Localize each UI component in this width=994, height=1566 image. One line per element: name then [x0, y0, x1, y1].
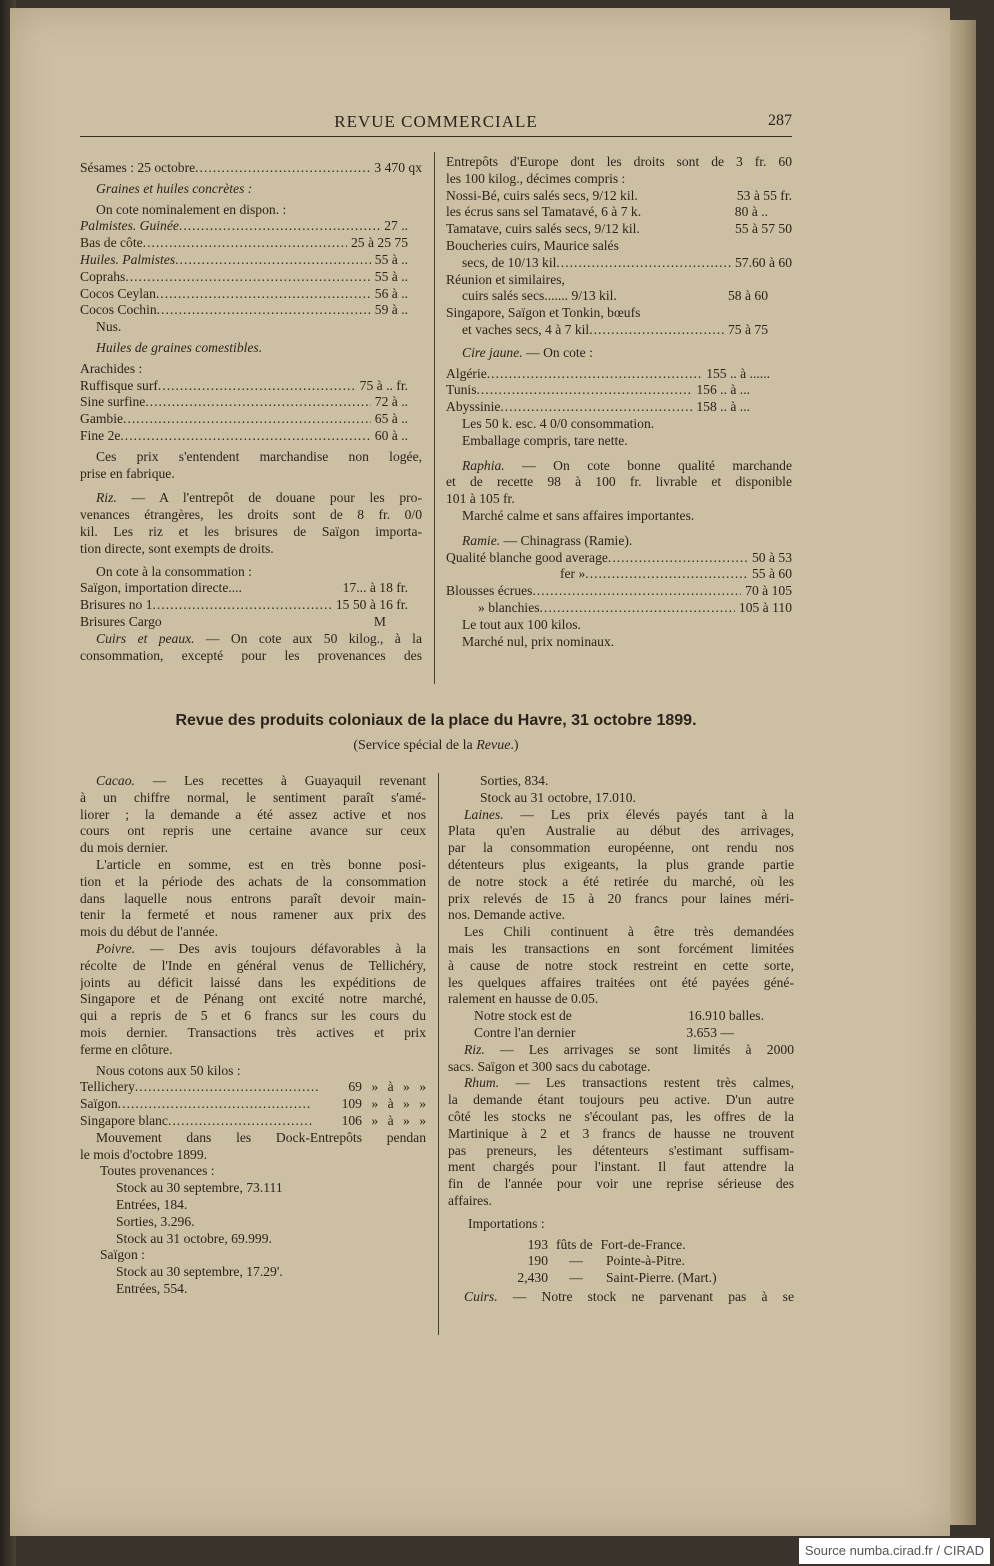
text-line: Importations :: [468, 1215, 545, 1231]
text-line: Ces prix s'entendent marchandise non logée,: [96, 448, 422, 464]
ramie-table: [446, 550, 792, 617]
on-cote-label: On cote à la consommation :: [96, 563, 252, 579]
graines-title: Graines et huiles concrètes :: [96, 180, 253, 196]
text-line: L'article en somme, est en très bonne posi-: [96, 856, 426, 872]
section-subtitle: (Service spécial de la Revue.): [353, 738, 519, 753]
text-line: Réunion et similaires,: [446, 271, 565, 287]
text-line: Entrepôts d'Europe dont les droits sont de 3 fr. 60: [446, 154, 792, 169]
text-line: Saïgon :: [100, 1247, 145, 1263]
graines-table: [80, 218, 422, 319]
table-row: 190 — Pointe-à-Pitre.: [527, 1253, 685, 1269]
table-row: Tellichery ..... 69 » à » »: [80, 1079, 426, 1096]
text-line: prix relevés de 15 à 20 francs pour laines méri-: [448, 890, 794, 906]
text-line: tenir la fermeté et nous ramener aux prix des: [80, 907, 426, 923]
table-row: Palmistes. Guinée ..... 27 ..: [80, 218, 408, 235]
table-row: Qualité blanche good average ..... 50 à 53: [446, 550, 792, 567]
laines-paragraph: Laines. — Les prix élevés payés tant à la: [464, 806, 794, 822]
text-line: mais les transactions en sont forcément limitées: [448, 940, 794, 956]
text-line: 101 à 105 fr.: [446, 491, 515, 507]
table-row: Tamatave, cuirs salés secs, 9/12 kil. 55 à 57 50: [446, 221, 792, 237]
section-title: Revue des produits coloniaux de la place du Havre, 31 octobre 1899.: [175, 712, 697, 729]
text-line: le mois d'octobre 1899.: [80, 1146, 208, 1162]
text-line: sacs. Saïgon et 300 sacs du cabotage.: [448, 1058, 651, 1074]
text-line: et de recette 98 à 100 fr. livrable et disponible: [446, 474, 792, 490]
riz-paragraph: Riz. — A l'entrepôt de douane pour les pro-: [96, 490, 422, 506]
column-divider-top: [434, 152, 435, 684]
text-line: par la consommation européenne, ont rendu nos: [448, 840, 794, 856]
table-row: Cocos Cochin ..... 59 à ..: [80, 302, 408, 319]
column-2: [446, 154, 792, 650]
imports-table: [448, 1237, 794, 1287]
text-line: tion directe, sont exempts de droits.: [80, 540, 274, 556]
table-row: Fine 2e ..... 60 à ..: [80, 428, 408, 445]
poivre-paragraph: Poivre. — Des avis toujours défavorables à la: [96, 940, 426, 956]
table-row: Sine surfine ..... 72 à ..: [80, 394, 408, 411]
text-line: Entrées, 554.: [116, 1280, 188, 1296]
text-line: Marché calme et sans affaires importantes.: [462, 507, 695, 523]
text-line: joints au déficit laissé dans les expéditions de: [80, 974, 426, 990]
table-row: Tunis ..... 156 .. à ...: [446, 382, 770, 399]
text-line: tion et la période des achats de la consommation: [80, 873, 426, 889]
arachides-label: Arachides :: [80, 360, 143, 376]
text-line: récolte de l'Inde en général venus de Tellichéry,: [80, 957, 426, 973]
text-line: ment chargés pour l'instant. Il faut attendre la: [448, 1159, 794, 1175]
table-row: cuirs salés secs....... 9/13 kil. 58 à 60: [462, 288, 768, 304]
cuirs-paragraph: Cuirs. — Notre stock ne parvenant pas à se: [464, 1288, 794, 1304]
text-line: prise en fabrique.: [80, 465, 175, 481]
table-row: Cocos Ceylan ..... 56 à ..: [80, 286, 408, 303]
table-row: » blanchies ..... 105 à 110: [446, 600, 792, 617]
cote-nominal: On cote nominalement en dispon. :: [96, 201, 287, 217]
source-credit: Source numba.cirad.fr / CIRAD: [799, 1538, 990, 1564]
cacao-paragraph: Cacao. — Les recettes à Guayaquil revenant: [96, 773, 426, 788]
column-3: [80, 773, 426, 1298]
text-line: détenteurs plus exigeants, la plus grande partie: [448, 856, 794, 872]
poivre-table: [80, 1079, 426, 1129]
table-row: Bas de côte ..... 25 à 25 75: [80, 235, 408, 252]
text-line: ralement en hausse de 0.05.: [448, 991, 599, 1007]
text-line: Marché nul, prix nominaux.: [462, 633, 615, 649]
sesames-row: Sésames : 25 octobre ..... 3 470 qx: [80, 160, 422, 177]
page-edges: [950, 20, 976, 1525]
text-line: Boucheries cuirs, Maurice salés: [446, 237, 619, 253]
text-line: Stock au 31 octobre, 17.010.: [480, 789, 636, 805]
text-line: Stock au 30 septembre, 73.111: [116, 1180, 283, 1196]
running-header: [80, 108, 792, 137]
text-line: du mois dernier.: [80, 840, 168, 856]
riz-paragraph: Riz. — Les arrivages se sont limités à 2000: [464, 1041, 794, 1057]
nus-text: Nus.: [96, 319, 122, 335]
text-line: dans laquelle nous entrons paraît devoir main-: [80, 890, 426, 906]
text-line: mois du début de l'année.: [80, 924, 218, 940]
table-row: Algérie ..... 155 .. à ......: [446, 366, 770, 383]
text-line: à un chiffre normal, le sentiment paraît s'amé-: [80, 789, 426, 805]
rhum-paragraph: Rhum. — Les transactions restent très calmes,: [464, 1075, 794, 1091]
text-line: venances étrangères, les droits sont de 8 fr. 0/0: [80, 507, 422, 523]
text-line: Les 50 k. esc. 4 0/0 consommation.: [462, 415, 655, 431]
ramie-heading: Ramie. — Chinagrass (Ramie).: [462, 532, 633, 548]
text-line: affaires.: [448, 1192, 492, 1208]
table-row: Ruffisque surf ..... 75 à .. fr.: [80, 378, 408, 395]
text-line: Stock au 31 octobre, 69.999.: [116, 1230, 272, 1246]
header-title: REVUE COMMERCIALE: [334, 112, 538, 131]
text-line: les quelques affaires traitées ont été payées géné-: [448, 974, 794, 990]
text-line: Le tout aux 100 kilos.: [462, 616, 581, 632]
text-line: Entrées, 184.: [116, 1196, 188, 1212]
text-line: Emballage compris, tare nette.: [462, 432, 628, 448]
arachides-table: [80, 378, 422, 445]
text-line: Les Chili continuent à être très demandées: [464, 924, 794, 940]
table-row: secs, de 10/13 kil ..... 57.60 à 60: [446, 255, 792, 272]
text-line: de notre stock a été retirée du marché, où les: [448, 873, 794, 889]
column-4: [448, 773, 794, 1306]
text-line: qui a repris de 5 et 6 francs sur les cours du: [80, 1008, 426, 1024]
table-row: Brisures Cargo M: [80, 613, 386, 629]
text-line: les 100 kilog., décimes compris :: [446, 170, 626, 186]
text-line: Singapore, Saïgon et Tonkin, bœufs: [446, 305, 641, 321]
table-row: Huiles. Palmistes ..... 55 à ..: [80, 252, 408, 269]
table-row: Notre stock est de 16.910 balles.: [474, 1008, 764, 1024]
table-row: Coprahs ..... 55 à ..: [80, 269, 408, 286]
table-row: Contre l'an dernier 3.653 —: [474, 1024, 734, 1040]
text-line: Singapore et de Pénang ont excité notre marché,: [80, 991, 426, 1007]
table-row: Gambie ..... 65 à ..: [80, 411, 408, 428]
text-line: nos. Demande active.: [448, 907, 566, 923]
raphia-paragraph: Raphia. — On cote bonne qualité marchande: [462, 457, 792, 473]
text-line: Mouvement dans les Dock-Entrepôts pendan: [96, 1129, 426, 1145]
column-divider-bottom: [438, 773, 439, 1335]
text-line: pas preneurs, les détenteurs s'estimant suffisam-: [448, 1142, 794, 1158]
table-row: Singapore blanc ..... 106 » à » »: [80, 1113, 426, 1130]
text-line: Sorties, 834.: [480, 773, 549, 788]
table-row: et vaches secs, 4 à 7 kil ..... 75 à 75: [446, 322, 792, 339]
page-number: 287: [768, 112, 792, 129]
table-row: les écrus sans sel Tamatavé, 6 à 7 k. 80 à ..: [446, 204, 768, 220]
column-1: [80, 160, 422, 664]
text-line: Nous cotons aux 50 kilos :: [96, 1062, 241, 1078]
text-line: la demande étant toujours peu active. D'un autre: [448, 1092, 794, 1108]
text-line: kil. Les riz et les brisures de Saïgon importa-: [80, 523, 422, 539]
text-line: fin de l'année pour voir une reprise sérieuse des: [448, 1176, 794, 1192]
cire-heading: Cire jaune. — On cote :: [462, 344, 593, 360]
text-line: cours ont repris une certaine avance sur ceux: [80, 823, 426, 839]
table-row: 193 fûts de Fort-de-France.: [527, 1236, 686, 1252]
text-line: ferme en clôture.: [80, 1041, 173, 1057]
text-line: Toutes provenances :: [100, 1163, 215, 1179]
text-line: consommation, excepté pour les provenances des: [80, 647, 422, 663]
cuirs-paragraph: Cuirs et peaux. — On cote aux 50 kilog., à la: [96, 630, 422, 646]
text-line: Plata qu'en Australie au début des arrivages,: [448, 823, 794, 839]
text-line: à cause de notre stock restreint en cette sorte,: [448, 957, 794, 973]
text-line: Sorties, 3.296.: [116, 1213, 195, 1229]
text-line: côté les stocks ne s'écoulant pas, les offres de la: [448, 1108, 794, 1124]
cire-table: [446, 366, 792, 416]
table-row: Brisures no 1 ..... 15 50 à 16 fr.: [80, 597, 408, 614]
table-row: Saïgon ..... 109 » à » »: [80, 1096, 426, 1113]
huiles-title: Huiles de graines comestibles.: [96, 339, 263, 355]
text-line: mois dernier. Transactions très actives et prix: [80, 1024, 426, 1040]
table-row: Saïgon, importation directe.... 17... à 18 fr.: [80, 580, 408, 596]
text-line: liorer ; la demande a été assez active et nos: [80, 806, 426, 822]
text-line: Martinique à 2 et 3 francs de hausse ne trouvent: [448, 1125, 794, 1141]
table-row: Nossi-Bé, cuirs salés secs, 9/12 kil. 53 à 55 fr.: [446, 187, 792, 203]
text-line: Stock au 30 septembre, 17.29'.: [116, 1264, 283, 1280]
table-row: Blousses écrues ..... 70 à 105: [446, 583, 792, 600]
table-row: 2,430 — Saint-Pierre. (Mart.): [517, 1270, 717, 1286]
table-row: fer » ..... 55 à 60: [446, 566, 792, 583]
riz-table: [80, 580, 422, 630]
table-row: Abyssinie ..... 158 .. à ...: [446, 399, 770, 416]
